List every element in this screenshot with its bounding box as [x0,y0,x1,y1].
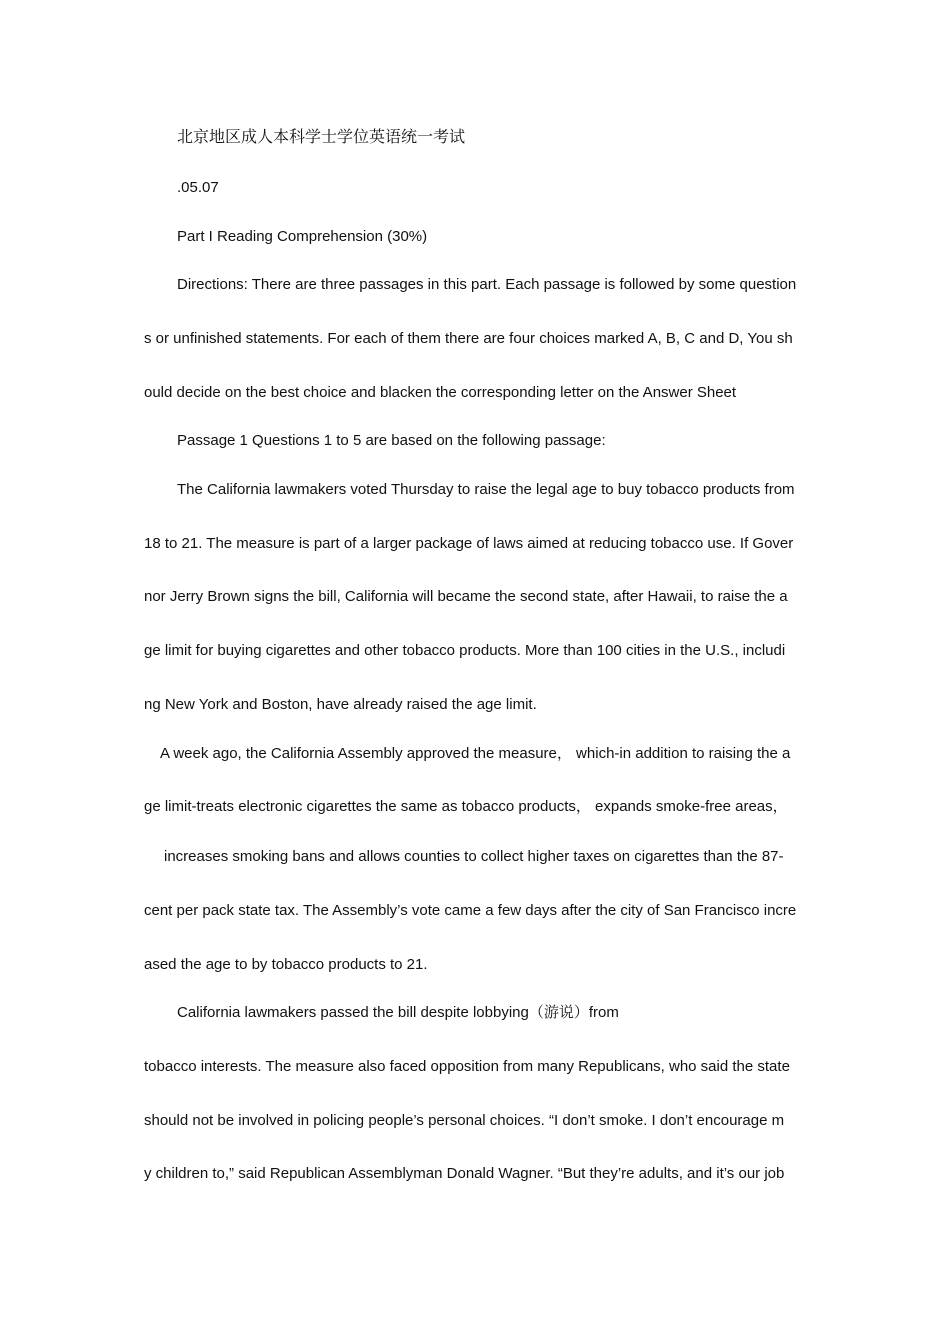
paragraph-line: cent per pack state tax. The Assembly’s vote came a few days after the city of San Francisco incre [144,902,797,919]
passage-heading: Passage 1 Questions 1 to 5 are based on the following passage: [177,432,606,449]
paragraph-line: A week ago, the California Assembly approved the measure， which-in addition to raising the a [160,745,791,762]
part-heading: Part I Reading Comprehension (30%) [177,228,428,245]
paragraph-line: ng New York and Boston, have already raised the age limit. [144,696,537,713]
paragraph-line: California lawmakers passed the bill despite lobbying（游说）from [177,1004,619,1021]
paragraph-line: The California lawmakers voted Thursday to raise the legal age to buy tobacco products from [177,481,795,498]
directions-line: Directions: There are three passages in this part. Each passage is followed by some question [177,276,797,293]
paragraph-line: ased the age to by tobacco products to 21. [144,956,428,973]
paragraph-line: should not be involved in policing people’s personal choices. “I don’t smoke. I don’t encourage m [144,1112,785,1129]
paragraph-line: tobacco interests. The measure also faced opposition from many Republicans, who said the state [144,1058,790,1075]
document-title: 北京地区成人本科学士学位英语统一考试 [177,129,466,146]
paragraph-line: 18 to 21. The measure is part of a larger package of laws aimed at reducing tobacco use. If Gover [144,535,794,552]
paragraph-line: increases smoking bans and allows counties to collect higher taxes on cigarettes than the 87- [164,848,784,865]
paragraph-line: ge limit for buying cigarettes and other tobacco products. More than 100 cities in the U.S., includi [144,642,786,659]
directions-line: s or unfinished statements. For each of them there are four choices marked A, B, C and D, You sh [144,330,793,347]
paragraph-line: ge limit-treats electronic cigarettes the same as tobacco products， expands smoke-free areas， [144,798,788,815]
directions-line: ould decide on the best choice and blacken the corresponding letter on the Answer Sheet [144,384,737,401]
paragraph-line: nor Jerry Brown signs the bill, California will became the second state, after Hawaii, to raise the a [144,588,788,605]
paragraph-line: y children to,” said Republican Assemblyman Donald Wagner. “But they’re adults, and it’s our job [144,1165,785,1182]
exam-date: .05.07 [177,179,219,196]
